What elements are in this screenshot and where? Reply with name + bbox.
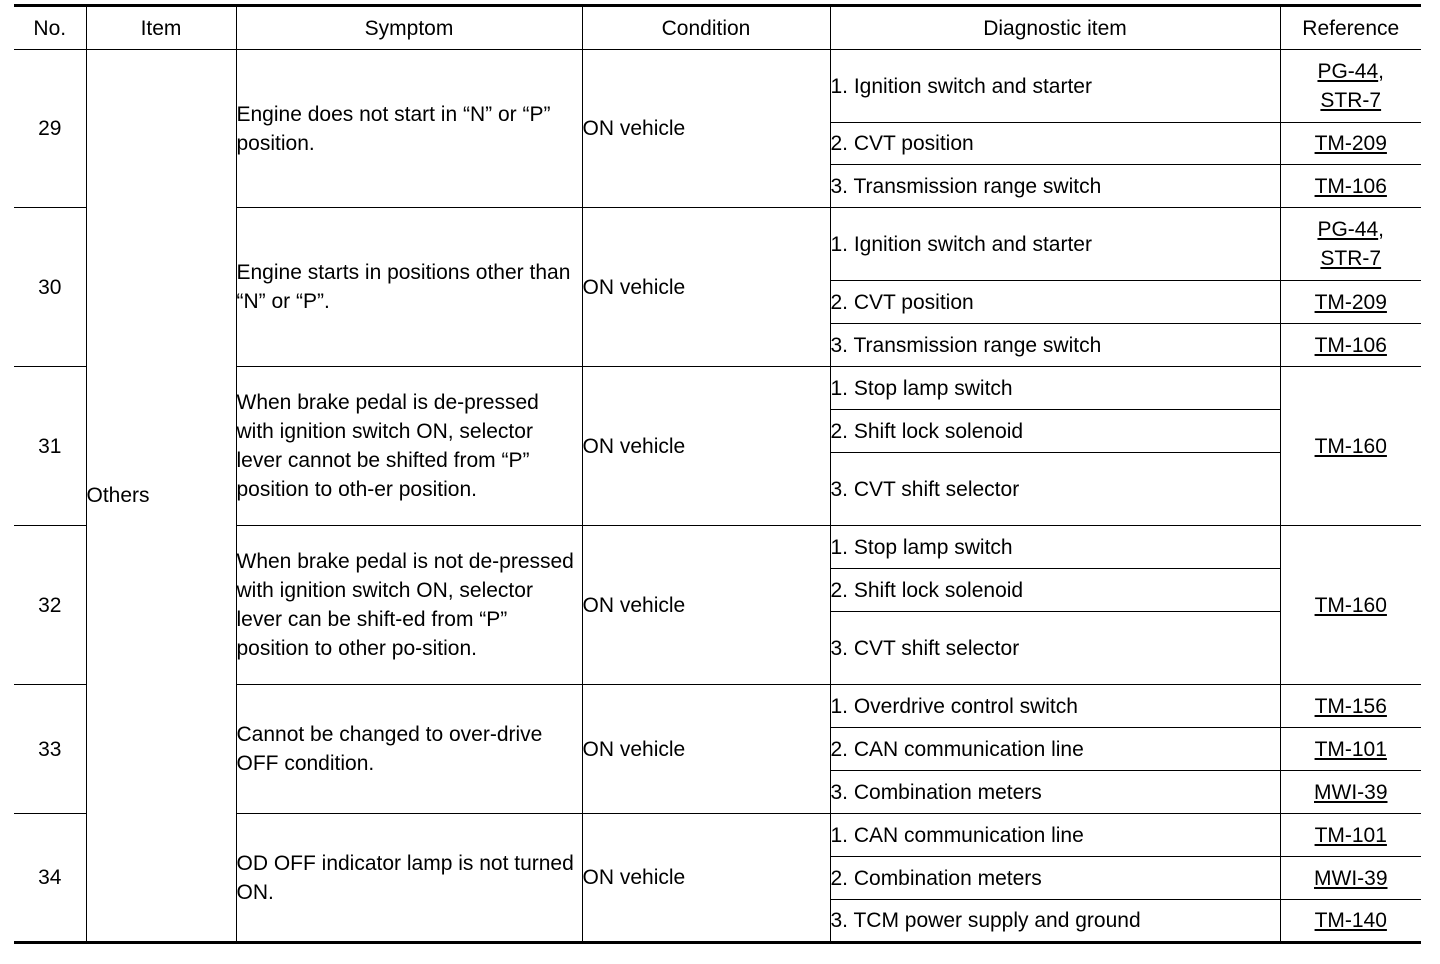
- reference-link[interactable]: TM-156: [1314, 694, 1387, 718]
- reference-cell: [1280, 281, 1421, 324]
- reference-link[interactable]: TM-209: [1314, 132, 1387, 155]
- reference-cell: [1280, 526, 1421, 685]
- diagnostic-item: 3. CVT shift selector: [830, 453, 1280, 526]
- symptom-text: Engine starts in positions other than “N” or “P”.: [236, 261, 571, 313]
- row-number: 33: [14, 685, 86, 814]
- diagnostic-item: 2. Combination meters: [830, 857, 1280, 900]
- reference-cell: PG-44, STR-7: [1280, 50, 1421, 123]
- reference-cell: [1280, 685, 1421, 728]
- diagnostic-item: 1. Ignition switch and starter: [830, 208, 1280, 281]
- condition-cell: ON vehicle: [582, 208, 830, 367]
- reference-cell: [1280, 165, 1421, 208]
- diagnostic-item: 3. TCM power supply and ground: [830, 900, 1280, 943]
- reference-cell: [1280, 900, 1421, 943]
- diagnostic-item: 1. Stop lamp switch: [830, 526, 1280, 569]
- symptom-text: Engine does not start in “N” or “P” position.: [236, 102, 551, 155]
- reference-link[interactable]: TM-106: [1314, 174, 1387, 198]
- reference-cell: [1280, 367, 1421, 526]
- reference-cell: [1280, 771, 1421, 814]
- table-row: [14, 50, 1421, 123]
- reference-link[interactable]: MWI-39: [1314, 780, 1388, 804]
- diagnostic-item: 1. Overdrive control switch: [830, 685, 1280, 728]
- reference-link[interactable]: MWI-39: [1314, 866, 1388, 890]
- reference-cell: [1280, 728, 1421, 771]
- reference-link[interactable]: TM-106: [1314, 333, 1387, 357]
- diagnostic-item: 2. Shift lock solenoid: [830, 569, 1280, 612]
- row-number: 30: [14, 208, 86, 367]
- diagnostic-item: 3. CVT shift selector: [830, 612, 1280, 685]
- reference-cell: [1280, 123, 1421, 165]
- diagnostic-item: 3. Transmission range switch: [830, 165, 1280, 208]
- condition-cell: ON vehicle: [582, 50, 830, 208]
- symptom-text: When brake pedal is de-pressed with ignition switch ON, selector lever cannot be shifted from “P” position to oth-er position.: [236, 391, 539, 501]
- symptom-cell: [236, 526, 582, 685]
- reference-link[interactable]: TM-101: [1314, 737, 1387, 761]
- header-diagnostic-item: Diagnostic item: [830, 6, 1280, 50]
- reference-link[interactable]: TM-160: [1314, 593, 1387, 617]
- diagnostic-item: 2. CVT position: [830, 123, 1280, 165]
- reference-cell: [1280, 324, 1421, 367]
- symptom-cell: [236, 208, 582, 367]
- diagnostic-item: 2. CVT position: [830, 281, 1280, 324]
- header-condition: Condition: [582, 6, 830, 50]
- symptom-text: Cannot be changed to over-drive OFF condition.: [236, 723, 543, 775]
- reference-link[interactable]: TM-160: [1314, 434, 1387, 458]
- symptom-text: When brake pedal is not de-pressed with ignition switch ON, selector lever can be shift-ed from “P” position to other po-sition.: [236, 550, 574, 660]
- diagnostic-item: 2. CAN communication line: [830, 728, 1280, 771]
- symptom-cell: [236, 814, 582, 943]
- condition-cell: ON vehicle: [582, 526, 830, 685]
- reference-link[interactable]: PG-44: [1317, 218, 1379, 241]
- diagnosis-table: [14, 4, 1421, 944]
- reference-link[interactable]: STR-7: [1320, 247, 1382, 270]
- symptom-cell: [236, 50, 582, 208]
- header-item: Item: [86, 6, 236, 50]
- diagnostic-item: 1. Ignition switch and starter: [830, 50, 1280, 123]
- header-symptom: Symptom: [236, 6, 582, 50]
- condition-cell: ON vehicle: [582, 685, 830, 814]
- header-row: [14, 6, 1421, 50]
- reference-link[interactable]: TM-101: [1314, 823, 1387, 847]
- item-group: Others: [86, 50, 236, 943]
- reference-cell: PG-44, STR-7: [1280, 208, 1421, 281]
- diagnostic-item: 3. Combination meters: [830, 771, 1280, 814]
- diagnostic-item: 1. Stop lamp switch: [830, 367, 1280, 410]
- diagnostic-item: 2. Shift lock solenoid: [830, 410, 1280, 453]
- symptom-cell: [236, 685, 582, 814]
- row-number: 31: [14, 367, 86, 526]
- symptom-cell: [236, 367, 582, 526]
- row-number: 29: [14, 50, 86, 208]
- reference-cell: [1280, 857, 1421, 900]
- symptom-text: OD OFF indicator lamp is not turned ON.: [236, 851, 574, 904]
- header-no: No.: [14, 6, 86, 50]
- header-reference: Reference: [1280, 6, 1421, 50]
- condition-cell: ON vehicle: [582, 367, 830, 526]
- reference-link[interactable]: TM-209: [1314, 290, 1387, 314]
- row-number: 34: [14, 814, 86, 943]
- row-number: 32: [14, 526, 86, 685]
- reference-cell: [1280, 814, 1421, 857]
- reference-link[interactable]: TM-140: [1314, 909, 1387, 932]
- diagnostic-item: 1. CAN communication line: [830, 814, 1280, 857]
- reference-link[interactable]: STR-7: [1320, 89, 1382, 112]
- reference-link[interactable]: PG-44: [1317, 60, 1379, 83]
- condition-cell: ON vehicle: [582, 814, 830, 943]
- diagnostic-item: 3. Transmission range switch: [830, 324, 1280, 367]
